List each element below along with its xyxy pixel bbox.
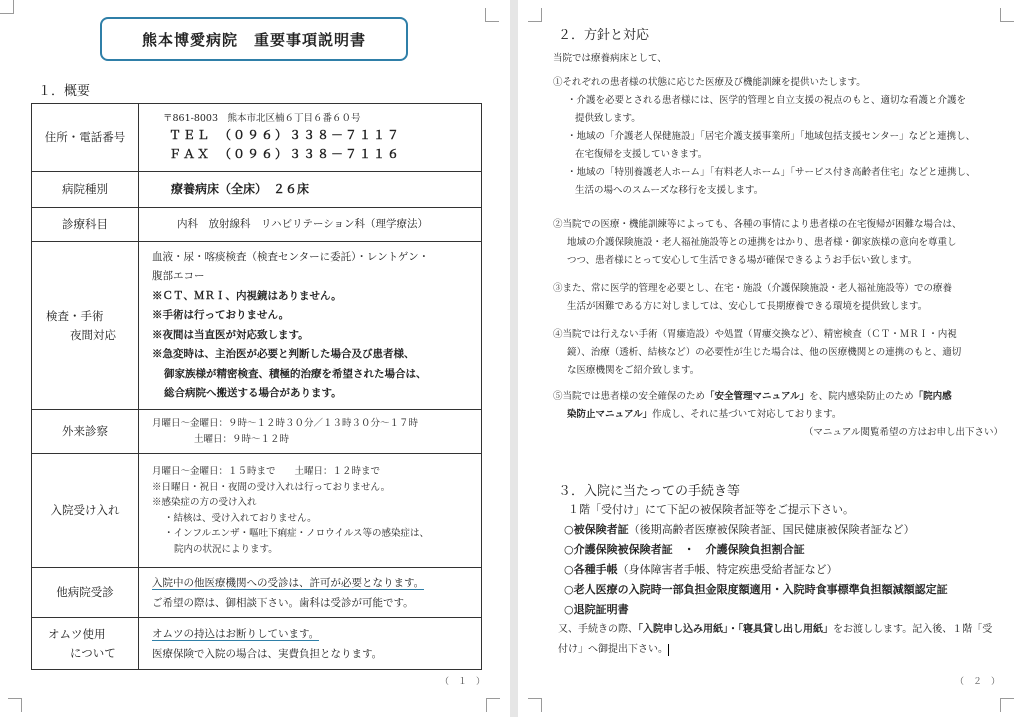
- table-row-address: [32, 104, 482, 172]
- postal-address: 〒861-8003 熊本市北区楠６丁目６番６０号: [163, 112, 361, 124]
- row-label: 夜間対応: [70, 327, 116, 342]
- text-cursor: [668, 644, 669, 656]
- crop-mark: [1000, 8, 1014, 22]
- policy-item-4: ④当院では行えない手術（胃瘻造設）や処置（胃瘻交換など）、精密検査（ＣＴ・ＭＲＩ・内視 鏡）、治療（透析、結核など）の必要性が生じた場合は、他の医療機関との連携のもと、適切 な医療機関をご紹介致します。: [553, 329, 962, 376]
- row-label: 検査・手術: [46, 308, 104, 323]
- page-number: （ １ ）: [440, 677, 486, 687]
- section-heading-overview: １．概要: [38, 84, 91, 99]
- row-label: について: [70, 645, 116, 660]
- tests-line: ※夜間は当直医が対応致します。: [152, 328, 309, 341]
- fax-number: ＦＡＸ （０９６）３３８－７１１６: [169, 147, 402, 162]
- overview-table: [31, 103, 482, 670]
- row-label: オムツ使用: [48, 626, 106, 641]
- tel-number: ＴＥＬ （０９６）３３８－７１１７: [169, 128, 402, 143]
- policy-item-5: ⑤当院では患者様の安全確保のため「安全管理マニュアル」を、院内感染防止のため「院内感 染防止マニュアル」作成し、それに基づいて対応しております。 （マニュアル閲覧希望の方はお申し出下さい）: [553, 388, 1003, 442]
- section-heading-procedures: ３．入院に当たっての手続き等: [558, 484, 741, 499]
- list-item: ○退院証明書: [564, 603, 629, 616]
- row-label: 他病院受診: [32, 568, 139, 618]
- tests-line: 血液・尿・喀痰検査（検査センターに委託）・レントゲン・: [152, 250, 430, 263]
- ward-type-value: 療養病床（全床） ２６床: [139, 172, 482, 208]
- table-row-ward-type: [32, 172, 482, 208]
- list-item: ○被保険者証（後期高齢者医療被保険者証、国民健康被保険者証など）: [564, 523, 915, 536]
- admission-line: ・インフルエンザ・嘔吐下痢症・ノロウイルス等の感染症は、: [164, 528, 430, 539]
- procedures-intro: １階「受付け」にて下記の被保険者証等をご提示下さい。: [568, 503, 854, 516]
- admission-line: 月曜日～金曜日：１５時まで 土曜日：１２時まで: [152, 466, 381, 477]
- page-number: （ ２ ）: [955, 677, 1001, 687]
- section-heading-policy: ２．方針と対応: [558, 28, 650, 43]
- admission-line: ※日曜日・祝日・夜間の受け入れは行っておりません。: [152, 481, 391, 493]
- procedures-list: [564, 500, 1004, 620]
- other-hospital-notice: 入院中の他医療機関への受診は、許可が必要となります。: [152, 576, 425, 589]
- row-label: 住所・電話番号: [32, 104, 139, 172]
- document-title: 熊本博愛病院 重要事項説明書: [100, 17, 408, 61]
- other-hospital-line: ご希望の際は、御相談下さい。歯科は受診が可能です。: [152, 596, 414, 609]
- diaper-notice: オムツの持込はお断りしています。: [152, 627, 320, 640]
- crop-mark: [528, 698, 542, 712]
- table-row-admission: [32, 454, 482, 568]
- policy-item-3: ③また、常に医学的管理を必要とし、在宅・施設（介護保険施設・老人福祉施設等）での療養 生活が困難である方に対しましては、安心して長期療養できる環境を提供致します。: [553, 283, 953, 312]
- outpatient-line: 月曜日～金曜日：９時～１２時３０分／１３時３０分～１７時: [152, 418, 419, 429]
- list-item: ○各種手帳（身体障害者手帳、特定疾患受給者証など）: [564, 563, 838, 576]
- document-page-1: [0, 0, 510, 717]
- table-row-other-hospital: [32, 568, 482, 618]
- crop-mark: [485, 8, 499, 22]
- table-row-outpatient: [32, 410, 482, 454]
- crop-mark: [1000, 698, 1014, 712]
- tests-line: ※手術は行っておりません。: [152, 309, 290, 321]
- table-row-tests: [32, 242, 482, 410]
- document-page-2: [518, 0, 1024, 717]
- row-label: 入院受け入れ: [32, 454, 139, 568]
- crop-mark: [486, 698, 500, 712]
- table-row-diaper: [32, 618, 482, 670]
- list-item: ○老人医療の入院時一部負担金限度額適用・入院時食事標準負担額減額認定証: [564, 583, 948, 596]
- tests-line: 腹部エコー: [152, 270, 205, 282]
- row-label: 病院種別: [32, 172, 139, 208]
- admission-line: 院内の状況によります。: [174, 543, 278, 555]
- tests-line: ※ＣＴ、ＭＲＩ、内視鏡はありません。: [152, 289, 342, 302]
- manual-note: （マニュアル閲覧希望の方はお申し出下さい）: [803, 427, 1003, 438]
- tests-line: 御家族様が精密検査、積極的治療を希望された場合は、: [164, 367, 427, 380]
- list-item: ○介護保険被保険者証 ・ 介護保険負担割合証: [564, 543, 805, 556]
- policy-item-1: ①それぞれの患者様の状態に応じた医療及び機能訓練を提供いたします。 ・介護を必要とされる患者様には、医学的管理と自立支援の視点のもと、適切な看護と介護を 提供致します。 ・地域の「介護老人保健施設」「居宅介護支援事業所」「地域包括支援センター」などと連携し、 在宅復帰を支援していきます。 ・地域の「特別養護老人ホーム」「有料老人ホーム」「サービス付き高齢者住宅」などと連携し、 生活の場へのスムーズな移行を支援します。: [553, 77, 976, 196]
- crop-mark: [0, 0, 14, 14]
- admission-line: ※感染症の方の受け入れ: [152, 497, 257, 508]
- policy-intro: 当院では療養病床として、: [553, 53, 667, 64]
- table-row-departments: [32, 208, 482, 242]
- crop-mark: [528, 8, 542, 22]
- admission-line: ・結核は、受け入れておりません。: [164, 512, 317, 524]
- procedures-closing[interactable]: 又、手続きの際、「入院申し込み用紙」・「寝具貸し出し用紙」をお渡しします。記入後、１階「受 付け」へ御提出下さい。: [558, 624, 993, 655]
- tests-line: 総合病院へ搬送する場合があります。: [164, 387, 342, 399]
- departments-value: 内科 放射線科 リハビリテーション科（理学療法）: [139, 208, 482, 242]
- row-label: 外来診察: [32, 410, 139, 454]
- row-label: 診療科目: [32, 208, 139, 242]
- tests-line: ※急変時は、主治医が必要と判断した場合及び患者様、: [152, 348, 415, 360]
- crop-mark: [8, 698, 22, 712]
- outpatient-line: 土曜日：９時～１２時: [194, 433, 290, 445]
- diaper-line: 医療保険で入院の場合は、実費負担となります。: [152, 647, 383, 660]
- policy-item-2: ②当院での医療・機能訓練等によっても、各種の事情により患者様の在宅復帰が困難な場合は、 地域の介護保険施設・老人福祉施設等との連携をはかり、患者様・御家族様の意向を尊重し つつ、患者様にとって安心して生活できる場が確保できるようお手伝い致します。: [553, 219, 962, 266]
